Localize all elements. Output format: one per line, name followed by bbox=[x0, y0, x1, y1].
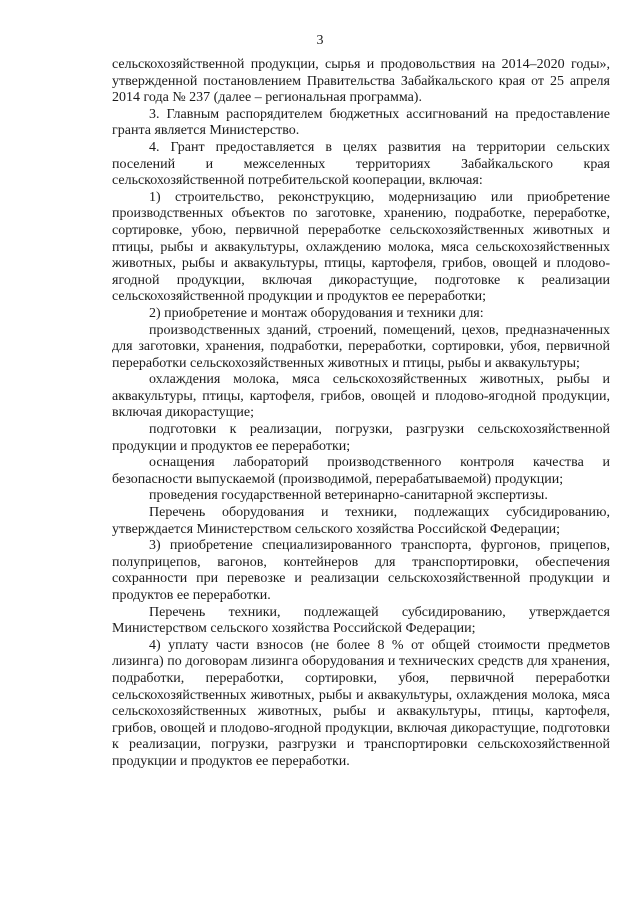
paragraph: оснащения лабораторий производственного контроля качества и безопасности выпускаемой (производимой, перерабатываемой) продукции; bbox=[112, 455, 610, 487]
paragraph: 4. Грант предоставляется в целях развития на территории сельских поселений и межселенных территориях Забайкальского края сельскохозяйственной потребительской кооперации, включая: bbox=[112, 139, 610, 189]
paragraph: Перечень оборудования и техники, подлежащих субсидированию, утверждается Министерством сельского хозяйства Российской Федерации; bbox=[112, 505, 610, 537]
document-body bbox=[112, 57, 610, 771]
paragraph: производственных зданий, строений, помещений, цехов, предназначенных для заготовки, хранения, подработки, переработки, сортировки, убоя, первичной переработки сельскохозяйственных животных и птицы, рыбы и аквакультуры; bbox=[112, 322, 610, 371]
page-number: 3 bbox=[316, 33, 324, 48]
paragraph: 2) приобретение и монтаж оборудования и техники для: bbox=[149, 305, 484, 321]
paragraph: 4) уплату части взносов (не более 8 % от общей стоимости предметов лизинга) по договорам лизинга оборудования и технических средств для хранения, подработки, переработки, сортировки, убоя, первичной переработки сельскохозяйственных животных, рыбы и аквакультуры, охлаждения молока, мяса сельскохозяйственных животных, рыбы и аквакультуры, птицы, картофеля, грибов, овощей и плодово-ягодной продукции, включая дикорастущие, подготовки к реализации, погрузки, разгрузки и транспортировки сельскохозяйственной продукции и продуктов ее переработки. bbox=[112, 637, 610, 769]
paragraph: 3) приобретение специализированного транспорта, фургонов, прицепов, полуприцепов, вагонов, контейнеров для транспортировки, обеспечения сохранности при перевозке и реализации сельскохозяйственной продукции и продуктов ее переработки. bbox=[112, 538, 610, 603]
paragraph: сельскохозяйственной продукции, сырья и продовольствия на 2014–2020 годы», утвержденной постановлением Правительства Забайкальского края от 25 апреля 2014 года № 237 (далее – региональная программа). bbox=[112, 57, 610, 106]
paragraph: охлаждения молока, мяса сельскохозяйственных животных, рыбы и аквакультуры, птицы, картофеля, грибов, овощей и плодово-ягодной продукции, включая дикорастущие; bbox=[112, 372, 610, 421]
paragraph: проведения государственной ветеринарно-санитарной экспертизы. bbox=[149, 488, 548, 504]
paragraph: 1) строительство, реконструкцию, модернизацию или приобретение производственных объектов по заготовке, хранению, подработке, переработке, сортировке, убою, первичной переработке сельскохозяйственных животных и птицы, рыбы и аквакультуры, охлаждению молока, мяса сельскохозяйственных животных, рыбы и аквакультуры, птицы, картофеля, грибов, овощей и плодово-ягодной продукции, включая дикорастущие, подготовке к реализации сельскохозяйственной продукции и продуктов ее переработки; bbox=[112, 189, 610, 305]
paragraph: 3. Главным распорядителем бюджетных ассигнований на предоставление гранта является Министерство. bbox=[112, 106, 610, 139]
paragraph: подготовки к реализации, погрузки, разгрузки сельскохозяйственной продукции и продуктов ее переработки; bbox=[112, 422, 610, 454]
paragraph: Перечень техники, подлежащей субсидированию, утверждается Министерством сельского хозяйства Российской Федерации; bbox=[112, 604, 610, 637]
